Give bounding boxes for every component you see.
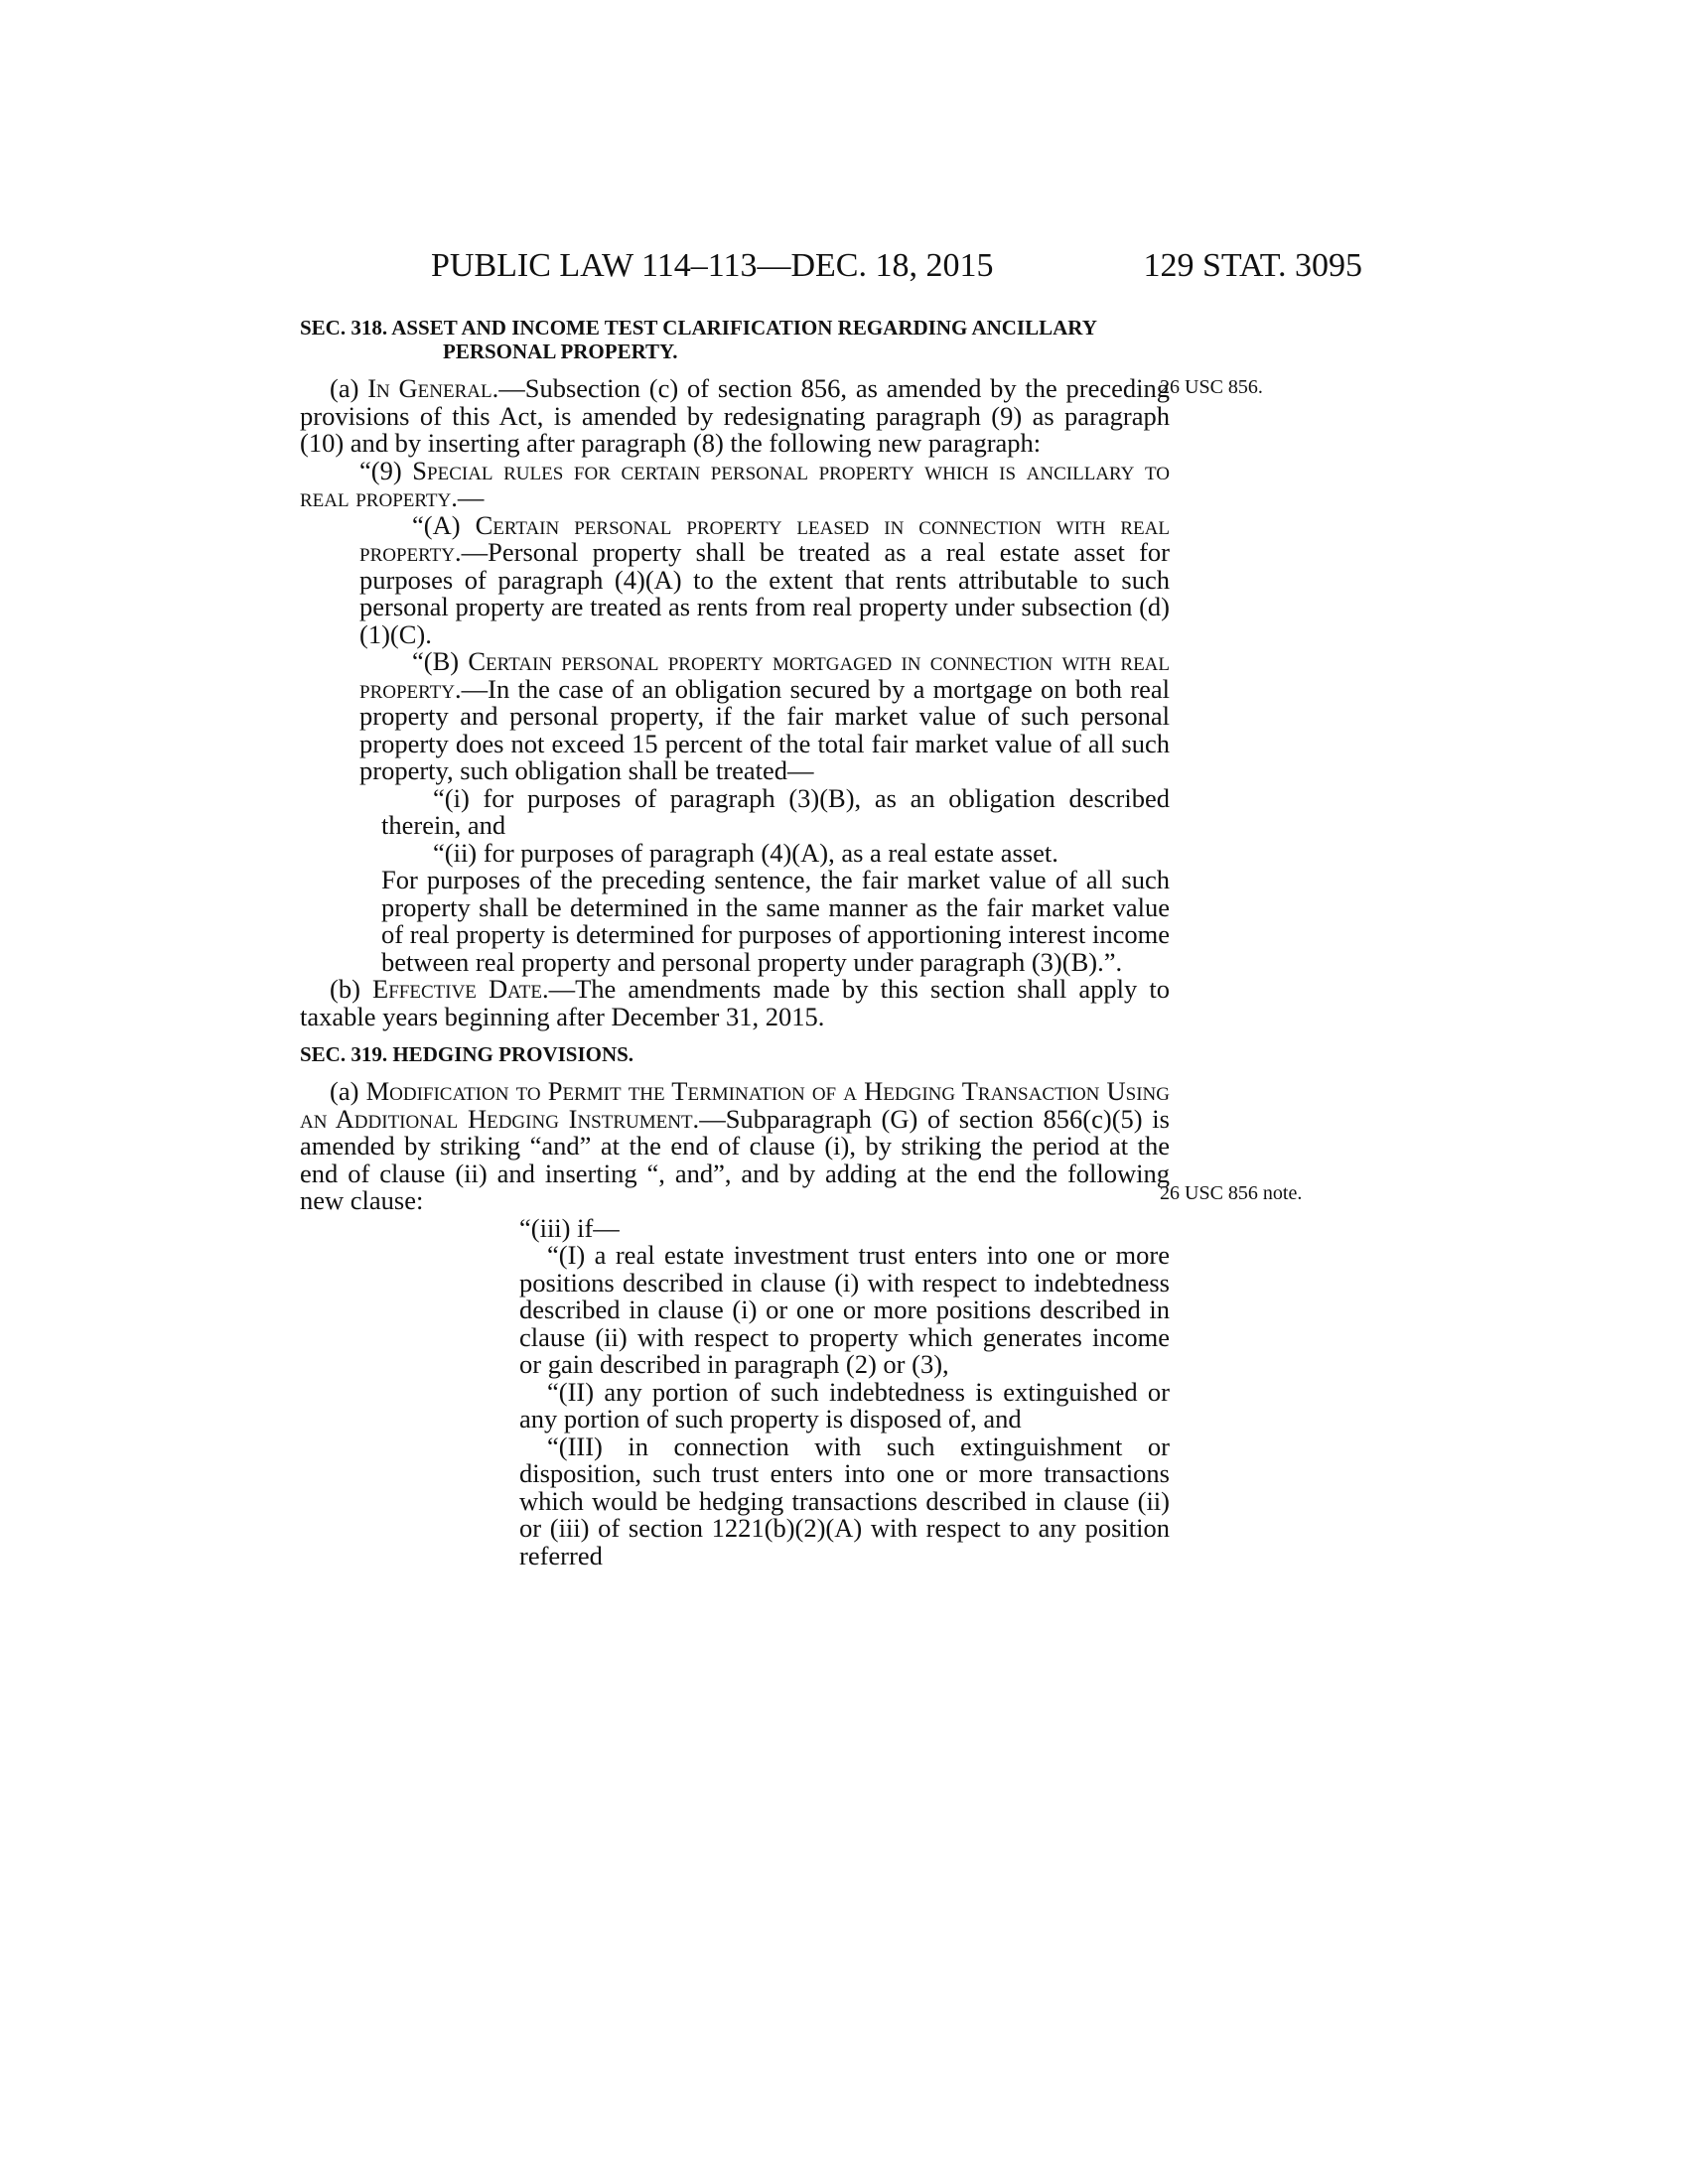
subclause-I: “(I) a real estate investment trust enters into one or more positions described in clause (i) with respect to indebtedness described in clause (i) or one or more positions described in clause (ii) with respect to property which generates income or gain described in paragraph (2) or (3), [519, 1240, 1170, 1379]
sec318-a-caption: In General. [367, 373, 499, 403]
sec319-a-caption: Modification to Permit the Termination of a Hedging Transaction Using an Additional Hedging Instrument. [300, 1076, 1170, 1134]
sec318-subsection-b: (b) Effective Date.—The amendments made by this section shall apply to taxable years beginning after December 31, 2015. [300, 974, 1170, 1031]
clause-i: “(i) for purposes of paragraph (3)(B), as an obligation described therein, and [381, 782, 1170, 840]
section-318-heading: SEC. 318. ASSET AND INCOME TEST CLARIFICATION REGARDING ANCILLARY PERSONAL PROPERTY. [300, 316, 1097, 363]
subparagraph-A: “(A) Certain personal property leased in connection with real property.—Personal property shall be treated as a real estate asset for purposes of paragraph (4)(A) to the extent that rents attributable to such personal property are treated as rents from real property under subsection (d)(1)(C). [359, 509, 1170, 649]
margin-note-usc-856: 26 USC 856. [1160, 376, 1263, 398]
clause-iii: “(iii) if— [519, 1212, 620, 1243]
sec318-b-caption: Effective Date. [372, 974, 549, 1004]
subparagraph-A-caption: Certain personal property leased in connection with real property. [359, 509, 1170, 567]
closing-sentence: For purposes of the preceding sentence, the fair market value of all such property shall be determined in the same manner as the fair market value of real property is determined for purposes of apportioning interest income between real property and personal property under paragraph (3)(B).”. [381, 865, 1170, 977]
margin-note-usc-856-note: 26 USC 856 note. [1160, 1182, 1303, 1204]
clause-ii: “(ii) for purposes of paragraph (4)(A), as a real estate asset. [433, 837, 1058, 868]
running-title: PUBLIC LAW 114–113—DEC. 18, 2015 [431, 247, 994, 284]
sec319-subsection-a: (a) Modification to Permit the Termination of a Hedging Transaction Using an Additional Hedging Instrument.—Subparagraph (G) of section 856(c)(5) is amended by striking “and” at the end of clause (i), by striking the period at the end of clause (ii) and inserting “, and”, and by adding at the end the following new clause: [300, 1076, 1170, 1215]
subclause-III: “(III) in connection with such extinguishment or disposition, such trust enters into one or more transactions which would be hedging transactions described in clause (ii) or (iii) of section 1221(b)(2)(A) with respect to any position referred [519, 1431, 1170, 1570]
document-body [300, 316, 1170, 1570]
page-header [0, 246, 1688, 286]
statute-page-number: 129 STAT. 3095 [1143, 247, 1362, 284]
paragraph-9: “(9) Special rules for certain personal property which is ancillary to real property.— [300, 455, 1170, 512]
subparagraph-B-caption: Certain personal property mortgaged in connection with real property. [359, 646, 1170, 704]
subclause-II: “(II) any portion of such indebtedness is extinguished or any portion of such property is disposed of, and [519, 1376, 1170, 1433]
subparagraph-B: “(B) Certain personal property mortgaged in connection with real property.—In the case of an obligation secured by a mortgage on both real property and personal property, if the fair market value of such personal property does not exceed 15 percent of the total fair market value of all such property, such obligation shall be treated— [359, 646, 1170, 785]
sec318-subsection-a: (a) In General.—Subsection (c) of section 856, as amended by the preceding provisions of this Act, is amended by redesignating paragraph (9) as paragraph (10) and by inserting after paragraph (8) the following new paragraph: [300, 373, 1170, 458]
paragraph-9-caption: Special rules for certain personal property which is ancillary to real property. [300, 455, 1170, 512]
section-319-heading: SEC. 319. HEDGING PROVISIONS. [300, 1042, 634, 1066]
